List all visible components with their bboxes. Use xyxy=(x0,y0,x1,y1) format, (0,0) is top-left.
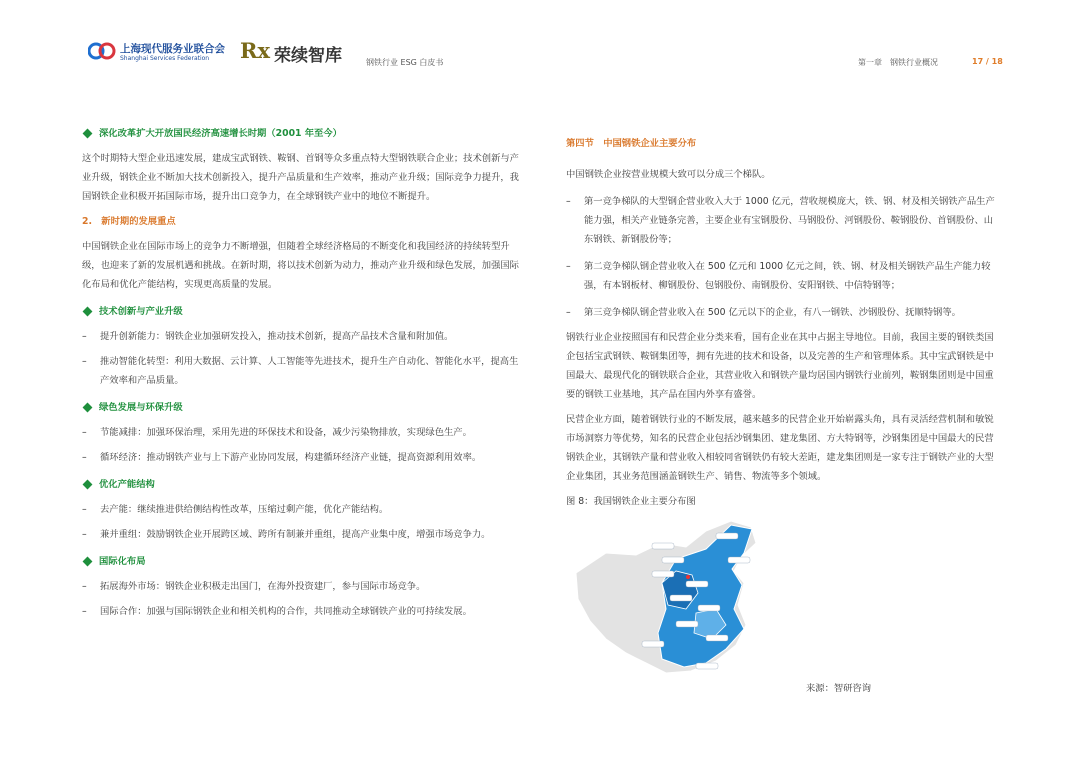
list-item: – 去产能：继续推进供给侧结构性改革，压缩过剩产能，优化产能结构。 xyxy=(82,504,389,515)
paragraph-state-owned: 钢铁行业企业按照国有和民营企业分类来看，国有企业在其中占据主导地位。目前，我国主要的钢铁类国企包括宝武钢铁、鞍钢集团等，拥有先进的技术和设备，以及完善的生产和管理体系。其中宝武钢铁是中国最大、最现代化的钢铁联合企业，其营业收入和钢铁产量均居国内钢铁行业前列，鞍钢集团则是中国重要的钢铁工业基地，其产品在国内外享有盛誉。 xyxy=(566,332,994,400)
heading-green: 绿色发展与环保升级 xyxy=(82,398,522,417)
paragraph-new-era: 中国钢铁企业在国际市场上的竞争力不断增强，但随着全球经济格局的不断变化和我国经济的持续转型升级，也迎来了新的发展机遇和挑战。在新时期，将以技术创新为动力，推动产业升级和绿色发展，加强国际化布局和优化产能结构，实现更高质量的发展。 xyxy=(82,241,519,290)
paragraph-private: 民营企业方面，随着钢铁行业的不断发展，越来越多的民营企业开始崭露头角，具有灵活经营机制和敏锐市场洞察力等优势，知名的民营企业包括沙钢集团、建龙集团、方大特钢等，沙钢集团是中国最大的民营钢铁企业，其钢铁产量和营业收入相较同省钢铁仍有较大差距，建龙集团则是一家专注于钢铁产业的大型企业集团，其业务范围涵盖钢铁生产、销售、物流等多个领域。 xyxy=(566,414,994,482)
federation-emblem-icon xyxy=(88,40,116,62)
heading-international: 国际化布局 xyxy=(82,552,522,571)
page-header xyxy=(0,0,1080,80)
figure-caption: 图 8：我国钢铁企业主要分布图 xyxy=(566,496,696,507)
page-number: 17 / 18 xyxy=(972,57,1003,66)
heading-reform: 深化改革扩大开放国民经济高速增长时期（2001 年至今） xyxy=(82,124,522,143)
china-steel-map xyxy=(566,513,802,683)
diamond-bullet-icon xyxy=(83,307,93,317)
list-item: – 第三竞争梯队钢企营业收入在 500 亿元以下的企业，有八一钢铁、沙钢股份、抚顺特钢等。 xyxy=(566,307,961,318)
list-item: – 提升创新能力：钢铁企业加强研发投入，推动技术创新，提高产品技术含量和附加值。 xyxy=(82,331,454,342)
heading-capacity: 优化产能结构 xyxy=(82,475,522,494)
paragraph-intro: 中国钢铁企业按营业规模大致可以分成三个梯队。 xyxy=(566,169,771,180)
list-item: – 拓展海外市场：钢铁企业积极走出国门，在海外投资建厂，参与国际市场竞争。 xyxy=(82,581,426,592)
chapter-title: 第一章 钢铁行业概况 xyxy=(858,58,938,67)
heading-new-era: 2. 新时期的发展重点 xyxy=(82,216,176,227)
diamond-bullet-icon xyxy=(83,129,93,139)
section-heading: 第四节 中国钢铁企业主要分布 xyxy=(566,138,697,149)
figure-source: 来源：智研咨询 xyxy=(806,683,872,694)
china-map-icon xyxy=(566,513,802,683)
list-item: – 国际合作：加强与国际钢铁企业和相关机构的合作，共同推动全球钢铁产业的可持续发展。 xyxy=(82,606,472,617)
think-tank-logo xyxy=(240,38,360,68)
list-item: – 推动智能化转型：利用大数据、云计算、人工智能等先进技术，提升生产自动化、智能化水平，提高生产效率和产品质量。 xyxy=(82,356,519,386)
list-item: – 循环经济：推动钢铁产业与上下游产业协同发展，构建循环经济产业链，提高资源利用效率。 xyxy=(82,452,482,463)
diamond-bullet-icon xyxy=(83,480,93,490)
heading-tech: 技术创新与产业升级 xyxy=(82,302,522,321)
document-title: 钢铁行业 ESG 白皮书 xyxy=(366,58,444,67)
right-column xyxy=(566,124,1002,683)
list-item: – 第一竞争梯队的大型钢企营业收入大于 1000 亿元，营收规模庞大，铁、钢、材及相关钢铁产品生产能力强，相关产业链条完善，主要企业有宝钢股份、马钢股份、河钢股份、鞍钢股份、首钢股份、山东钢铁、新钢股份等； xyxy=(566,196,995,245)
left-column xyxy=(82,124,522,621)
federation-logo xyxy=(88,40,228,66)
rx-logo-icon: Rx xyxy=(240,38,270,63)
diamond-bullet-icon xyxy=(83,557,93,567)
list-item: – 第二竞争梯队钢企营业收入在 500 亿元和 1000 亿元之间，铁、钢、材及相关钢铁产品生产能力较强，有本钢板材、柳钢股份、包钢股份、南钢股份、安阳钢铁、中信特钢等； xyxy=(566,261,991,291)
diamond-bullet-icon xyxy=(83,403,93,413)
list-item: – 节能减排：加强环保治理，采用先进的环保技术和设备，减少污染物排放，实现绿色生产。 xyxy=(82,427,472,438)
paragraph-reform: 这个时期特大型企业迅速发展，建成宝武钢铁、鞍钢、首钢等众多重点特大型钢铁联合企业；技术创新与产业升级，钢铁企业不断加大技术创新投入，提升产品质量和生产效率，推动产业升级；国际竞争力提升，我国钢铁企业积极开拓国际市场，提升出口竞争力，在全球钢铁产业中的地位不断提升。 xyxy=(82,153,519,202)
federation-name-en: Shanghai Services Federation xyxy=(120,55,210,62)
federation-name-cn: 上海现代服务业联合会 xyxy=(120,43,225,55)
think-tank-name: 荣续智库 xyxy=(274,46,342,66)
list-item: – 兼并重组：鼓励钢铁企业开展跨区域、跨所有制兼并重组，提高产业集中度，增强市场竞争力。 xyxy=(82,529,491,540)
